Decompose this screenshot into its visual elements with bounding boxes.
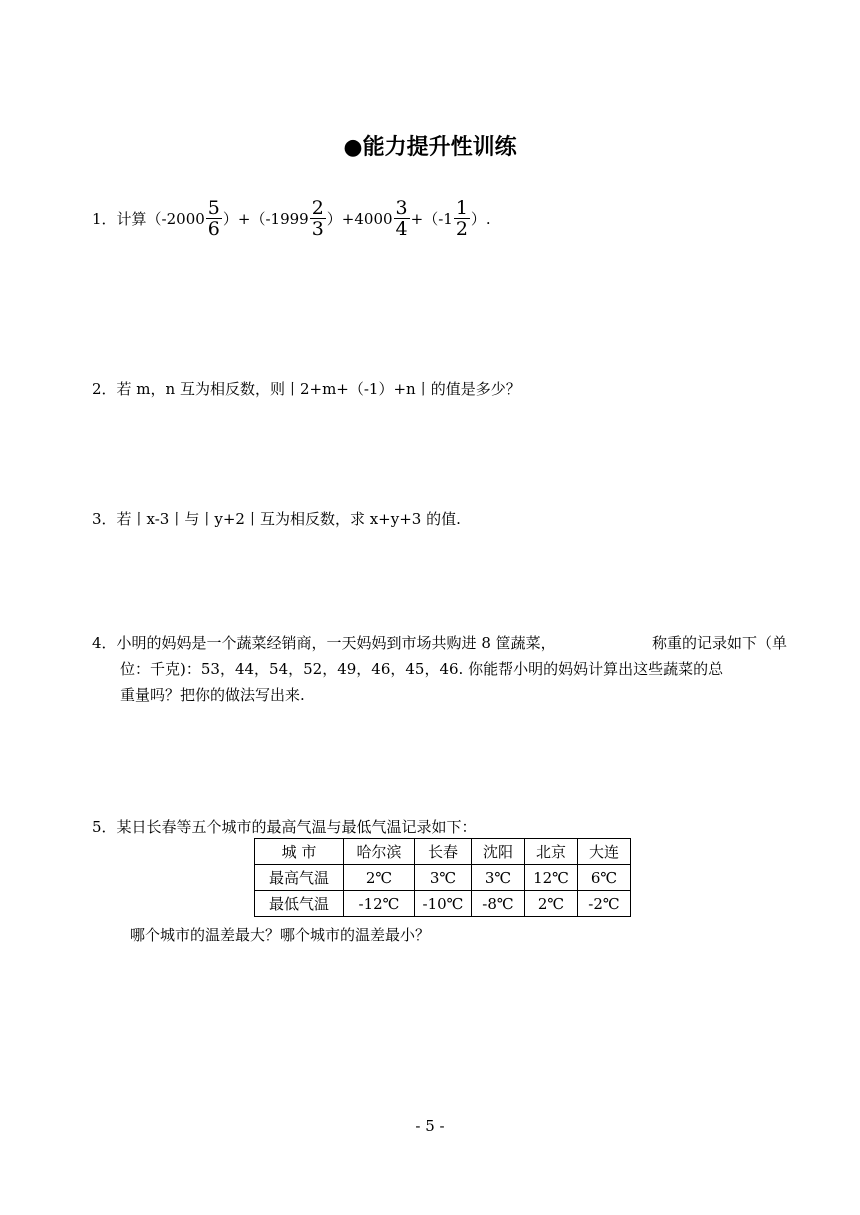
fraction-denominator: 6 [207, 218, 220, 240]
question-3: 3．若丨x-3丨与丨y+2丨互为相反数，求 x+y+3 的值. [92, 510, 461, 528]
temperature-table [254, 838, 631, 917]
table-cell: 最低气温 [255, 891, 344, 917]
table-cell: 2℃ [525, 891, 578, 917]
table-cell: 3℃ [415, 865, 472, 891]
table-header-cell: 长春 [415, 839, 472, 865]
table-cell: 最高气温 [255, 865, 344, 891]
fraction-numerator: 3 [395, 197, 408, 219]
fraction-numerator: 2 [311, 197, 324, 219]
fraction-3-4 [394, 198, 410, 239]
q1-text-1: ）+（-1999 [222, 209, 309, 228]
q1-text-4: ）. [470, 209, 491, 228]
fraction-5-6 [206, 198, 222, 239]
question-4 [92, 632, 787, 706]
question-5-prompt: 哪个城市的温差最大？哪个城市的温差最小？ [130, 926, 431, 944]
q4-line-2: 位：千克)：53，44，54，52，49，46，45，46. 你能帮小明的妈妈计算出这些蔬菜的总 [120, 660, 724, 678]
q1-prefix: 1．计算（-2000 [92, 209, 205, 228]
table-row [255, 865, 631, 891]
q4-line-1a: 4．小明的妈妈是一个蔬菜经销商，一天妈妈到市场共购进 8 筐蔬菜， [92, 634, 556, 652]
table-cell: 12℃ [525, 865, 578, 891]
question-1 [92, 198, 491, 239]
page-number: - 5 - [415, 1117, 445, 1135]
fraction-2-3 [310, 198, 326, 239]
table-header-cell: 大连 [578, 839, 631, 865]
table-cell: -2℃ [578, 891, 631, 917]
section-title: ●能力提升性训练 [343, 135, 517, 160]
table-cell: 6℃ [578, 865, 631, 891]
fraction-denominator: 4 [395, 218, 408, 240]
q4-line-1b: 称重的记录如下（单 [651, 634, 787, 652]
table-cell: -8℃ [472, 891, 525, 917]
table-cell: -10℃ [415, 891, 472, 917]
table-header-cell: 城 市 [255, 839, 344, 865]
fraction-denominator: 3 [311, 218, 324, 240]
fraction-numerator: 1 [455, 197, 468, 219]
table-cell: 3℃ [472, 865, 525, 891]
question-5-intro: 5．某日长春等五个城市的最高气温与最低气温记录如下： [92, 818, 477, 836]
question-2: 2．若 m，n 互为相反数，则丨2+m+（-1）+n丨的值是多少？ [92, 380, 521, 398]
table-header-cell: 哈尔滨 [344, 839, 415, 865]
fraction-1-2 [454, 198, 470, 239]
fraction-denominator: 2 [455, 218, 468, 240]
fraction-numerator: 5 [207, 197, 220, 219]
q1-text-3: +（-1 [410, 209, 453, 228]
table-row [255, 891, 631, 917]
table-header-row [255, 839, 631, 865]
table-cell: -12℃ [344, 891, 415, 917]
q1-text-2: ）+4000 [326, 209, 393, 228]
q4-line-3: 重量吗？把你的做法写出来. [120, 686, 305, 704]
table-header-cell: 沈阳 [472, 839, 525, 865]
table-cell: 2℃ [344, 865, 415, 891]
table-header-cell: 北京 [525, 839, 578, 865]
q4-line-1 [92, 632, 787, 654]
